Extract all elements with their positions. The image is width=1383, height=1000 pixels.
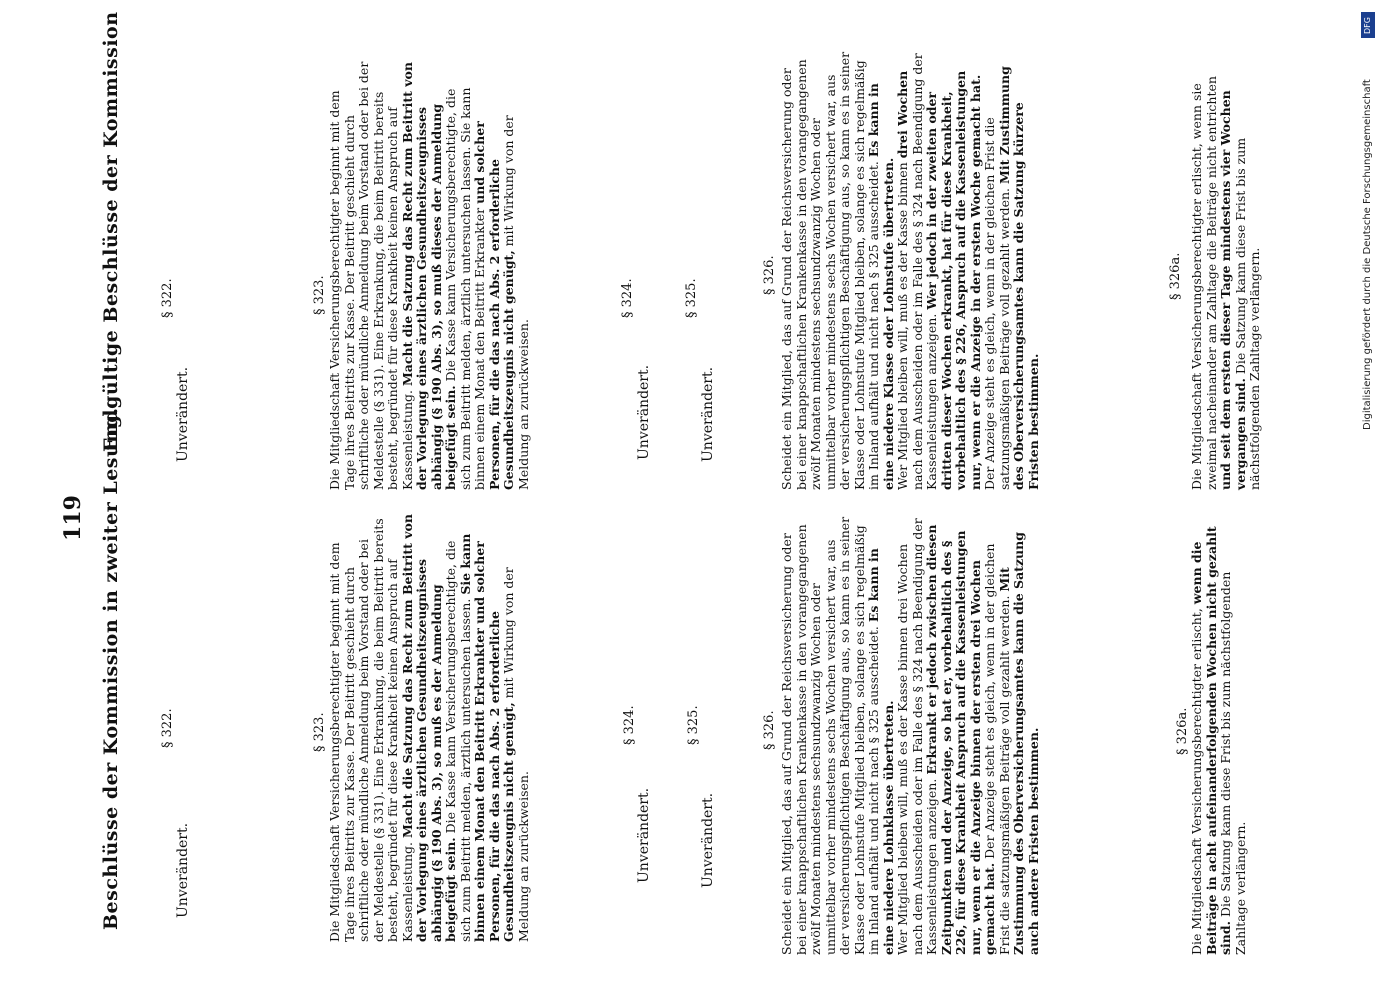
left-section-326: § 326. xyxy=(762,710,777,750)
left-section-324: § 324. xyxy=(622,705,637,745)
left-section-326a-body: Die Mitgliedschaft Versicherungsberechtigter erlischt, wenn die Beiträge in acht aufeinanderfolgenden Wochen nicht gezahlt sind. Die Satzung kann diese Frist bis zum nächstfolgenden Zahltage verlängern. xyxy=(1189,526,1248,955)
left-section-323: § 323. xyxy=(312,712,327,752)
left-heading: Beschlüsse der Kommission in zweiter Lesung. xyxy=(100,407,122,930)
right-section-326-body: Scheidet ein Mitglied, das auf Grund der Reichsversicherung oder bei einer knappschaftlichen Krankenkasse in den vorangegangenen zwölf Monaten mindestens sechsundzwanzig Wochen oder unmittelbar vorher mindestens sechs Wochen versichert war, aus der versicherungspflichtigen Beschäftigung aus, so kann es in seiner Klasse oder Lohnstufe Mitglied bleiben, solange es sich regelmäßig im Inland aufhält und nicht nach § 325 ausscheidet. Es kann in eine niedere Klasse oder Lohnstufe übertreten. Wer Mitglied bleiben will, muß es der Kasse binnen drei Wochen nach dem Ausscheiden oder im Falle des § 324 nach Beendigung der Kassenleistungen anzeigen. Wer jedoch in der zweiten oder dritten dieser Wochen erkrankt, hat für diese Krankheit, vorbehaltlich des § 226, Anspruch auf die Kassenleistungen nur, wenn er die Anzeige in der ersten Woche gemacht hat. Der Anzeige steht es gleich, wenn in der gleichen Frist die satzungsmäßigen Beiträge voll gezahlt werden. Mit Zustimmung des Oberversicherungsamtes kann die Satzung kürzere Fristen bestimmen. xyxy=(779,51,1041,490)
dfg-logo-icon xyxy=(1361,12,1375,38)
right-section-326: § 326. xyxy=(762,255,777,295)
left-section-326-body: Scheidet ein Mitglied, das auf Grund der Reichsversicherung oder bei einer knappschaftlichen Krankenkasse in den vorangegangenen zwölf Monaten mindestens sechsundzwanzig Wochen oder unmittelbar vorher mindestens sechs Wochen versichert war, aus der versicherungspflichtigen Beschäftigung aus, so kann es in seiner Klasse oder Lohnstufe Mitglied bleiben, solange es sich regelmäßig im Inland aufhält und nicht nach § 325 ausscheidet. Es kann in eine niedere Lohnklasse übertreten. Wer Mitglied bleiben will, muß es der Kasse binnen drei Wochen nach dem Ausscheiden oder im Falle des § 324 nach Beendigung der Kassenleistungen anzeigen. Erkrankt er jedoch zwischen diesen Zeitpunkten und der Anzeige, so hat er, vorbehaltlich des § 226, für diese Krankheit Anspruch auf die Kassenleistungen nur, wenn er die Anzeige binnen der ersten drei Wochen gemacht hat. Der Anzeige steht es gleich, wenn in der gleichen Frist die satzungsmäßigen Beiträge voll gezahlt werden. Mit Zustimmung des Oberversicherungsamtes kann die Satzung auch andere Fristen bestimmen. xyxy=(779,516,1041,955)
right-section-326a-body: Die Mitgliedschaft Versicherungsberechtigter erlischt, wenn sie zweimal nacheinander am Zahltage die Beiträge nicht entrichten und seit dem ersten dieser Tage mindestens vier Wochen vergangen sind. Die Satzung kann diese Frist bis zum nächstfolgenden Zahltage verlängern. xyxy=(1189,76,1262,490)
left-section-325: § 325. xyxy=(686,705,701,745)
right-section-326a: § 326a. xyxy=(1168,252,1183,300)
left-section-325-text: Unverändert. xyxy=(700,792,716,888)
right-heading: Endgültige Beschlüsse der Kommission xyxy=(100,11,122,452)
left-section-322-text: Unverändert. xyxy=(175,822,191,918)
right-section-323-body: Die Mitgliedschaft Versicherungsberechtigter beginnt mit dem Tage ihres Beitritts zur Kasse. Der Beitritt geschieht durch schriftliche oder mündliche Anmeldung beim Vorstand oder bei der Meldestelle (§ 331). Eine Erkrankung, die beim Beitritt bereits besteht, begründet für diese Krankheit keinen Anspruch auf Kassenleistung. Macht die Satzung das Recht zum Beitritt von der Vorlegung eines ärztlichen Gesundheitszeugnisses abhängig (§ 190 Abs. 3), so muß dieses der Anmeldung beigefügt sein. Die Kasse kann Versicherungsberechtigte, die sich zum Beitritt melden, ärztlich untersuchen lassen. Sie kann binnen einem Monat den Beitritt Erkrankter und solcher Personen, für die das nach Abs. 2 erforderliche Gesundheitszeugnis nicht genügt, mit Wirkung von der Meldung an zurückweisen. xyxy=(327,61,531,490)
right-section-323: § 323. xyxy=(312,275,327,315)
right-section-324: § 324. xyxy=(620,278,635,318)
left-section-322: § 322. xyxy=(160,708,175,748)
left-section-324-text: Unverändert. xyxy=(636,787,652,883)
right-section-325-text: Unverändert. xyxy=(700,366,716,462)
right-section-324-text: Unverändert. xyxy=(636,364,652,460)
dfg-logo-label: DFG xyxy=(1363,17,1372,34)
page-number: 119 xyxy=(60,495,86,541)
right-section-322-text: Unverändert. xyxy=(175,366,191,462)
left-section-323-body: Die Mitgliedschaft Versicherungsberechtigter beginnt mit dem Tage ihres Beitritts zur Kasse. Der Beitritt geschieht durch schriftliche oder mündliche Anmeldung beim Vorstand oder bei der Meldestelle (§ 331). Eine Erkrankung, die beim Beitritt bereits besteht, begründet für diese Krankheit keinen Anspruch auf Kassenleistung. Macht die Satzung das Recht zum Beitritt von der Vorlegung eines ärztlichen Gesundheitszeugnisses abhängig (§ 190 Abs. 3), so muß es der Anmeldung beigefügt sein. Die Kasse kann Versicherungsberechtigte, die sich zum Beitritt melden, ärztlich untersuchen lassen. Sie kann binnen einem Monat den Beitritt Erkrankter und solcher Personen, für die das nach Abs. 2 erforderliche Gesundheitszeugnis nicht genügt, mit Wirkung von der Meldung an zurückweisen. xyxy=(327,514,531,942)
digitization-credit: Digitalisierung gefördert durch die Deutsche Forschungsgemeinschaft xyxy=(1362,79,1373,430)
right-section-322: § 322. xyxy=(160,278,175,318)
right-section-325: § 325. xyxy=(684,278,699,318)
left-section-326a: § 326a. xyxy=(1175,707,1190,755)
